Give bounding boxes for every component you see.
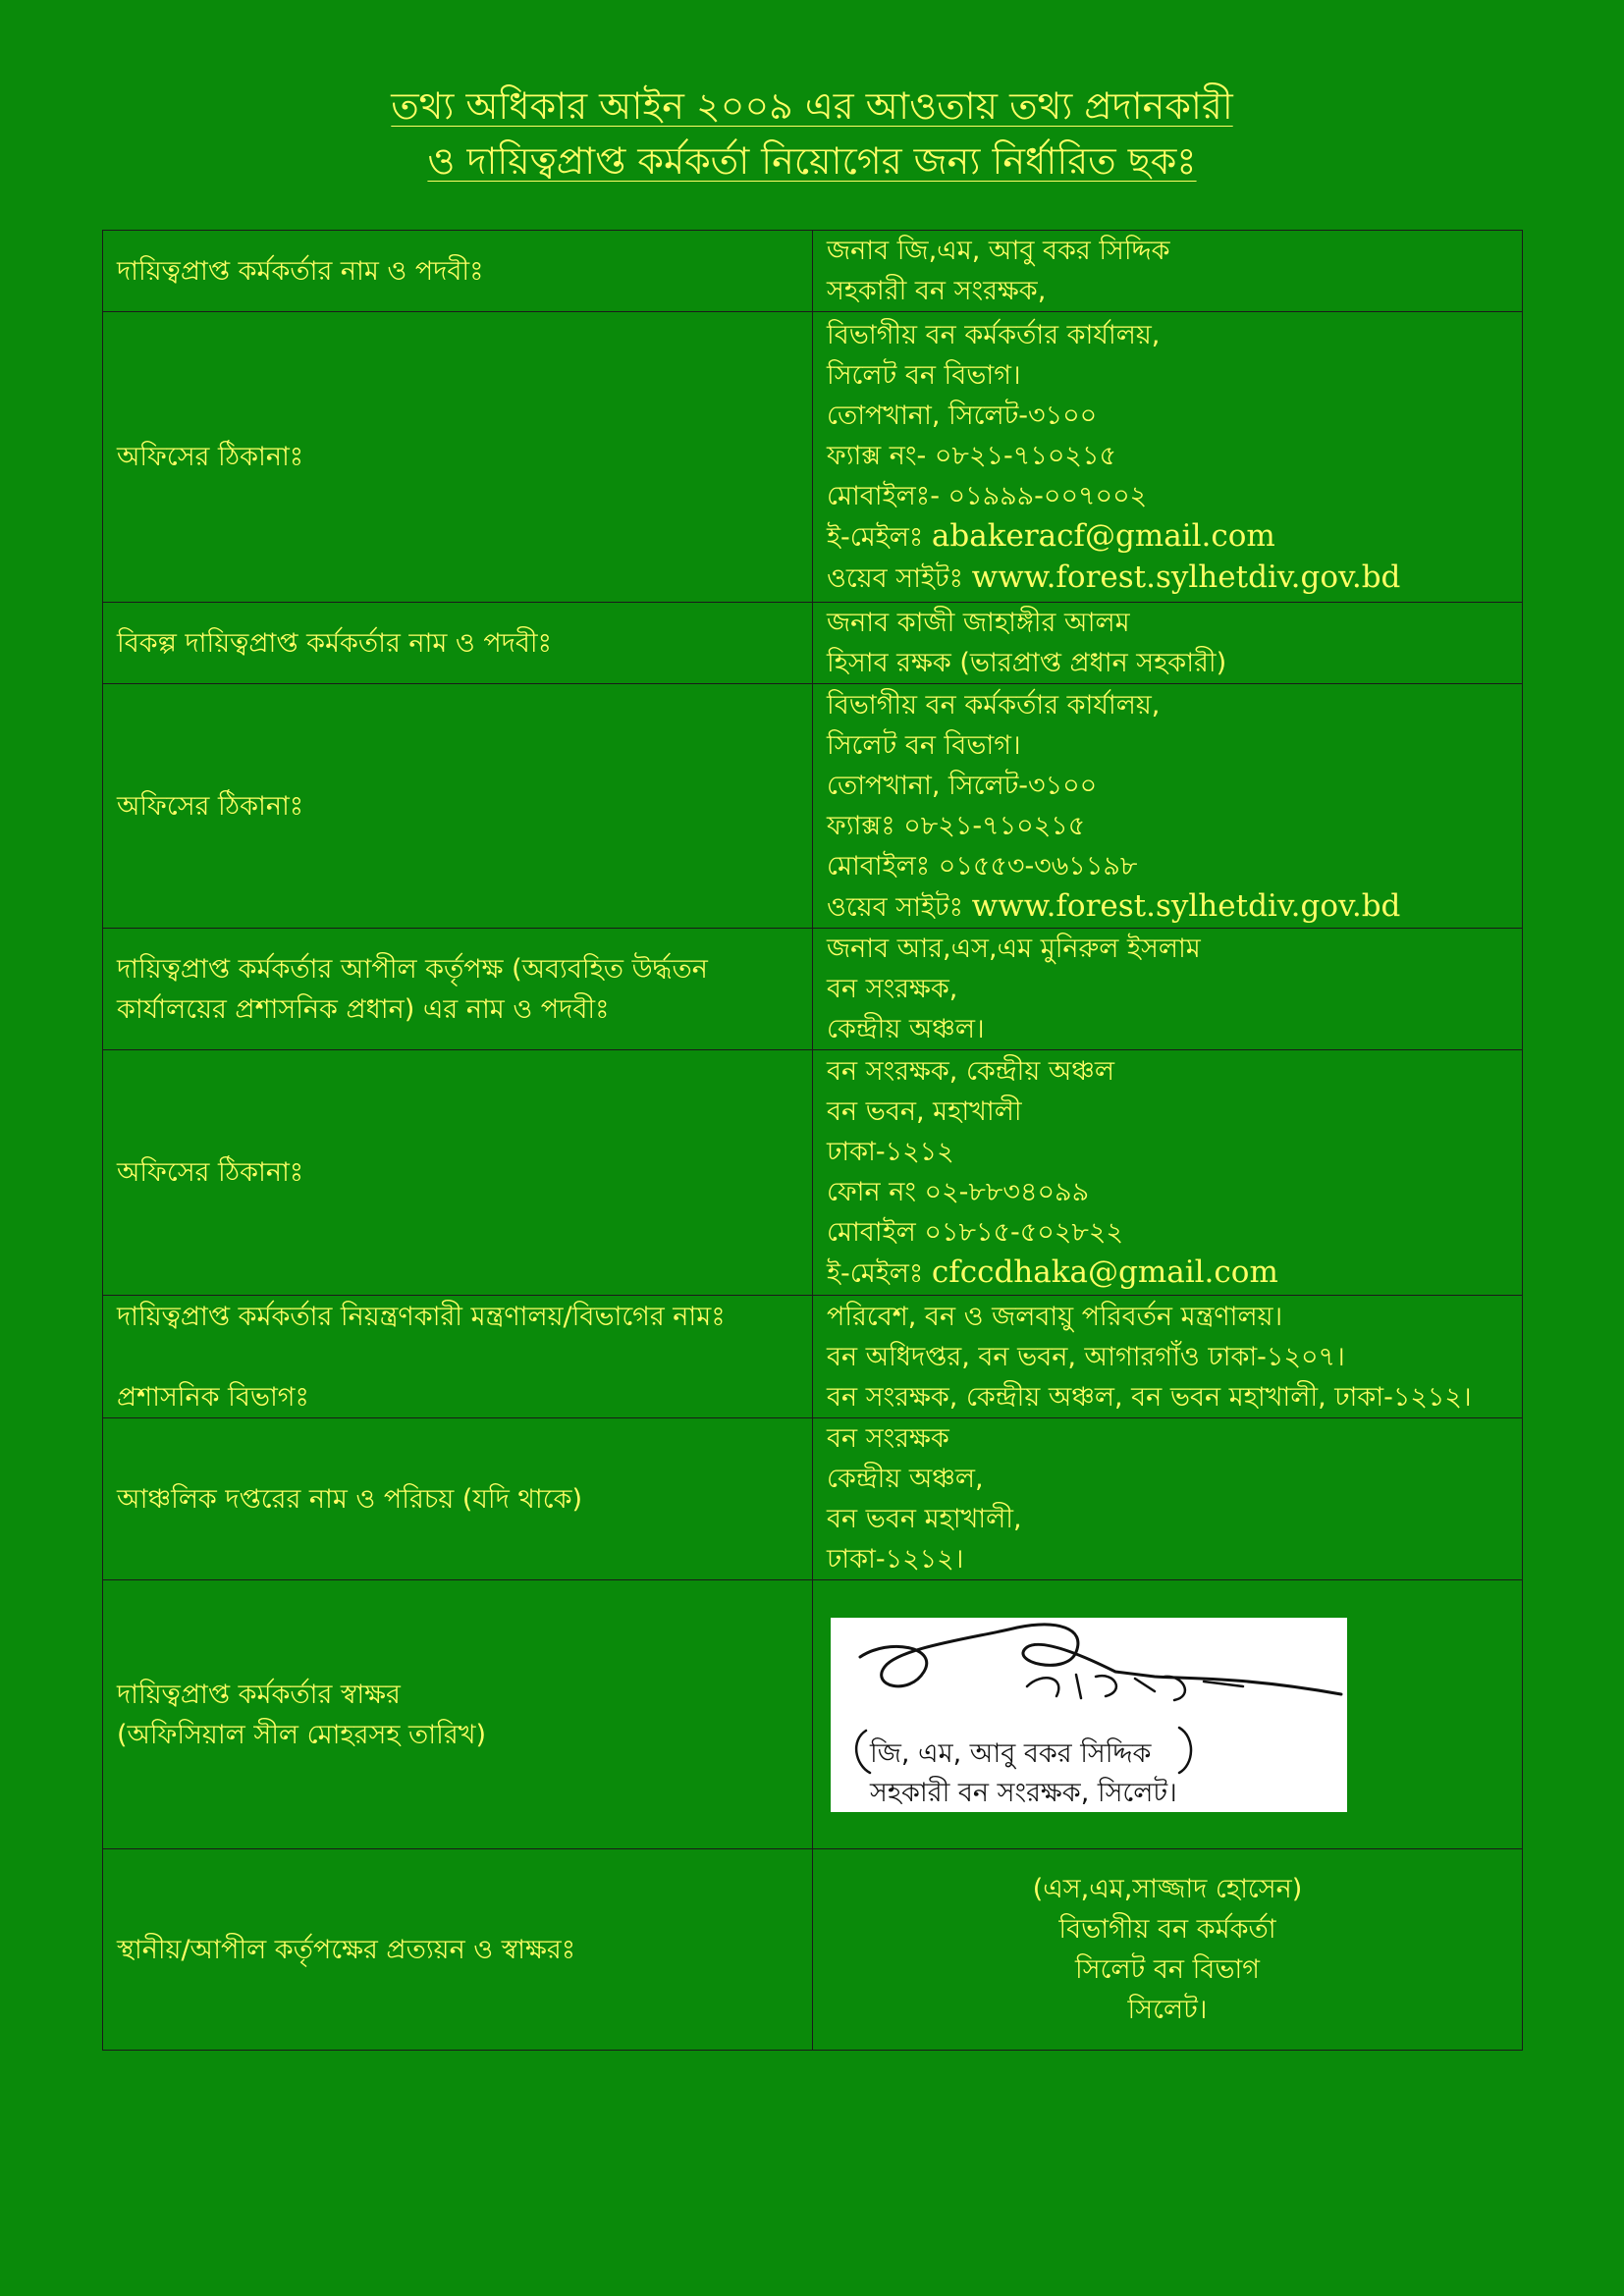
page-title	[0, 79, 1624, 188]
regional-value-1: বন সংরক্ষক	[827, 1423, 949, 1454]
title-line-1: তথ্য অধিকার আইন ২০০৯ এর আওতায় তথ্য প্রদানকারী	[391, 84, 1233, 128]
officer-designation: সহকারী বন সংরক্ষক,	[827, 276, 1047, 306]
attestation-designation: বিভাগীয় বন কর্মকর্তা	[1058, 1914, 1276, 1945]
value-cell	[813, 312, 1523, 603]
appeal-email[interactable]: cfccdhaka@gmail.com	[931, 1255, 1278, 1290]
regional-label: আঞ্চলিক দপ্তরের নাম ও পরিচয় (যদি থাকে)	[117, 1483, 583, 1515]
value-cell	[813, 1849, 1523, 2051]
appeal-phone: ফোন নং ০২-৮৮৩৪০৯৯	[827, 1177, 1090, 1207]
alt-officer-designation: হিসাব রক্ষক (ভারপ্রাপ্ত প্রধান সহকারী)	[827, 648, 1227, 678]
stamp-name: জি, এম, আবু বকর সিদ্দিক	[870, 1737, 1152, 1769]
label-cell	[103, 231, 813, 312]
table-row-appeal-address	[103, 1050, 1523, 1296]
appeal-label-line-2: কার্যালয়ের প্রশাসনিক প্রধান) এর নাম ও পদবীঃ	[117, 993, 610, 1025]
officer-label: দায়িত্বপ্রাপ্ত কর্মকর্তার নাম ও পদবীঃ	[117, 255, 484, 287]
appeal-address-label: অফিসের ঠিকানাঃ	[117, 1157, 304, 1188]
alt-office-web-line	[827, 886, 1508, 928]
appeal-zone: কেন্দ্রীয় অঞ্চল।	[827, 1014, 985, 1044]
signature-label-line-2: (অফিসিয়াল সীল মোহরসহ তারিখ)	[117, 1719, 486, 1750]
office-division: সিলেট বন বিভাগ।	[827, 360, 1021, 391]
ministry-label: দায়িত্বপ্রাপ্ত কর্মকর্তার নিয়ন্ত্রণকারী মন্ত্রণালয়/বিভাগের নামঃ	[117, 1301, 726, 1332]
appeal-designation: বন সংরক্ষক,	[827, 974, 958, 1004]
ministry-name: পরিবেশ, বন ও জলবায়ু পরিবর্তন মন্ত্রণালয়।	[827, 1301, 1283, 1332]
web-label: ওয়েব সাইটঃ	[827, 563, 964, 594]
web-label: ওয়েব সাইটঃ	[827, 891, 964, 923]
table-row-alt-address	[103, 684, 1523, 929]
office-web-line	[827, 558, 1508, 599]
value-cell	[813, 929, 1523, 1050]
admin-division-label: প্রশাসনিক বিভাগঃ	[117, 1381, 309, 1413]
alt-office-mobile: মোবাইলঃ ০১৫৫৩-৩৬১১৯৮	[827, 850, 1138, 881]
attestation-label: স্থানীয়/আপীল কর্তৃপক্ষের প্রত্যয়ন ও স্বাক্ষরঃ	[117, 1934, 576, 1965]
office-email[interactable]: abakeracf@gmail.com	[931, 518, 1275, 554]
attestation-name: (এস,এম,সাজ্জাদ হোসেন)	[1032, 1874, 1303, 1904]
label-cell	[103, 684, 813, 929]
alt-office-fax: ফ্যাক্সঃ ০৮২১-৭১০২১৫	[827, 810, 1086, 841]
alt-officer-label: বিকল্প দায়িত্বপ্রাপ্ত কর্মকর্তার নাম ও পদবীঃ	[117, 627, 553, 659]
attestation-division: সিলেট বন বিভাগ	[1075, 1954, 1260, 1985]
appeal-name: জনাব আর,এস,এম মুনিরুল ইসলাম	[827, 934, 1201, 964]
table-row-officer	[103, 231, 1523, 312]
alt-office-website[interactable]: www.forest.sylhetdiv.gov.bd	[971, 887, 1401, 924]
attestation-city: সিলেট।	[1127, 1995, 1208, 2025]
office-email-line	[827, 516, 1508, 558]
regional-value-3: বন ভবন মহাখালী,	[827, 1504, 1022, 1534]
alt-office-name: বিভাগীয় বন কর্মকর্তার কার্যালয়,	[827, 689, 1161, 721]
label-cell	[103, 1580, 813, 1849]
value-cell	[813, 603, 1523, 684]
alt-office-area: তোপখানা, সিলেট-৩১০০	[827, 770, 1098, 801]
office-mobile: মোবাইলঃ- ০১৯৯৯-০০৭০০২	[827, 481, 1148, 511]
label-cell	[103, 312, 813, 603]
office-name: বিভাগীয় বন কর্মকর্তার কার্যালয়,	[827, 320, 1161, 350]
alt-address-label: অফিসের ঠিকানাঃ	[117, 790, 304, 822]
info-table	[102, 230, 1523, 2051]
label-cell	[103, 1418, 813, 1580]
office-area: তোপখানা, সিলেট-৩১০০	[827, 400, 1098, 431]
alt-office-division: সিলেট বন বিভাগ।	[827, 729, 1021, 761]
table-row-regional	[103, 1418, 1523, 1580]
table-row-alt-officer	[103, 603, 1523, 684]
alt-officer-name: জনাব কাজী জাহাঙ্গীর আলম	[827, 608, 1130, 638]
department-name: বন অধিদপ্তর, বন ভবন, আগারগাঁও ঢাকা-১২০৭।	[827, 1341, 1345, 1372]
label-cell	[103, 1849, 813, 2051]
email-label: ই-মেইলঃ	[827, 1258, 924, 1289]
appeal-email-line	[827, 1253, 1508, 1294]
office-fax: ফ্যাক্স নং- ০৮২১-৭১০২১৫	[827, 441, 1116, 471]
appeal-city: ঢাকা-১২১২	[827, 1137, 954, 1167]
office-address-label: অফিসের ঠিকানাঃ	[117, 442, 304, 472]
value-cell	[813, 1418, 1523, 1580]
admin-division-name: বন সংরক্ষক, কেন্দ্রীয় অঞ্চল, বন ভবন মহাখালী, ঢাকা-১২১২।	[827, 1381, 1472, 1413]
regional-value-2: কেন্দ্রীয় অঞ্চল,	[827, 1464, 984, 1494]
appeal-building: বন ভবন, মহাখালী	[827, 1096, 1022, 1127]
officer-name: জনাব জি,এম, আবু বকর সিদ্দিক	[827, 236, 1170, 266]
signature-image	[831, 1618, 1347, 1812]
spacer	[117, 1337, 798, 1377]
appeal-mobile: মোবাইল ০১৮১৫-৫০২৮২২	[827, 1217, 1124, 1248]
table-row-attestation	[103, 1849, 1523, 2051]
value-cell	[813, 231, 1523, 312]
signature-label-line-1: দায়িত্বপ্রাপ্ত কর্মকর্তার স্বাক্ষর	[117, 1679, 401, 1710]
label-cell	[103, 1296, 813, 1418]
table-row-appeal	[103, 929, 1523, 1050]
value-cell	[813, 684, 1523, 929]
value-cell	[813, 1296, 1523, 1418]
table-row-ministry	[103, 1296, 1523, 1418]
label-cell	[103, 1050, 813, 1296]
appeal-office: বন সংরক্ষক, কেন্দ্রীয় অঞ্চল	[827, 1056, 1114, 1087]
email-label: ই-মেইলঃ	[827, 522, 924, 553]
regional-value-4: ঢাকা-১২১২।	[827, 1544, 964, 1575]
table-row-signature	[103, 1580, 1523, 1849]
value-cell	[813, 1050, 1523, 1296]
title-line-2: ও দায়িত্বপ্রাপ্ত কর্মকর্তা নিয়োগের জন্য নির্ধারিত ছকঃ	[427, 139, 1197, 183]
stamp-designation: সহকারী বন সংরক্ষক, সিলেট।	[870, 1777, 1177, 1808]
label-cell	[103, 929, 813, 1050]
value-cell	[813, 1580, 1523, 1849]
label-cell	[103, 603, 813, 684]
appeal-label-line-1: দায়িত্বপ্রাপ্ত কর্মকর্তার আপীল কর্তৃপক্ষ (অব্যবহিত উর্দ্ধতন	[117, 953, 708, 985]
table-row-officer-address	[103, 312, 1523, 603]
office-website[interactable]: www.forest.sylhetdiv.gov.bd	[971, 560, 1401, 595]
